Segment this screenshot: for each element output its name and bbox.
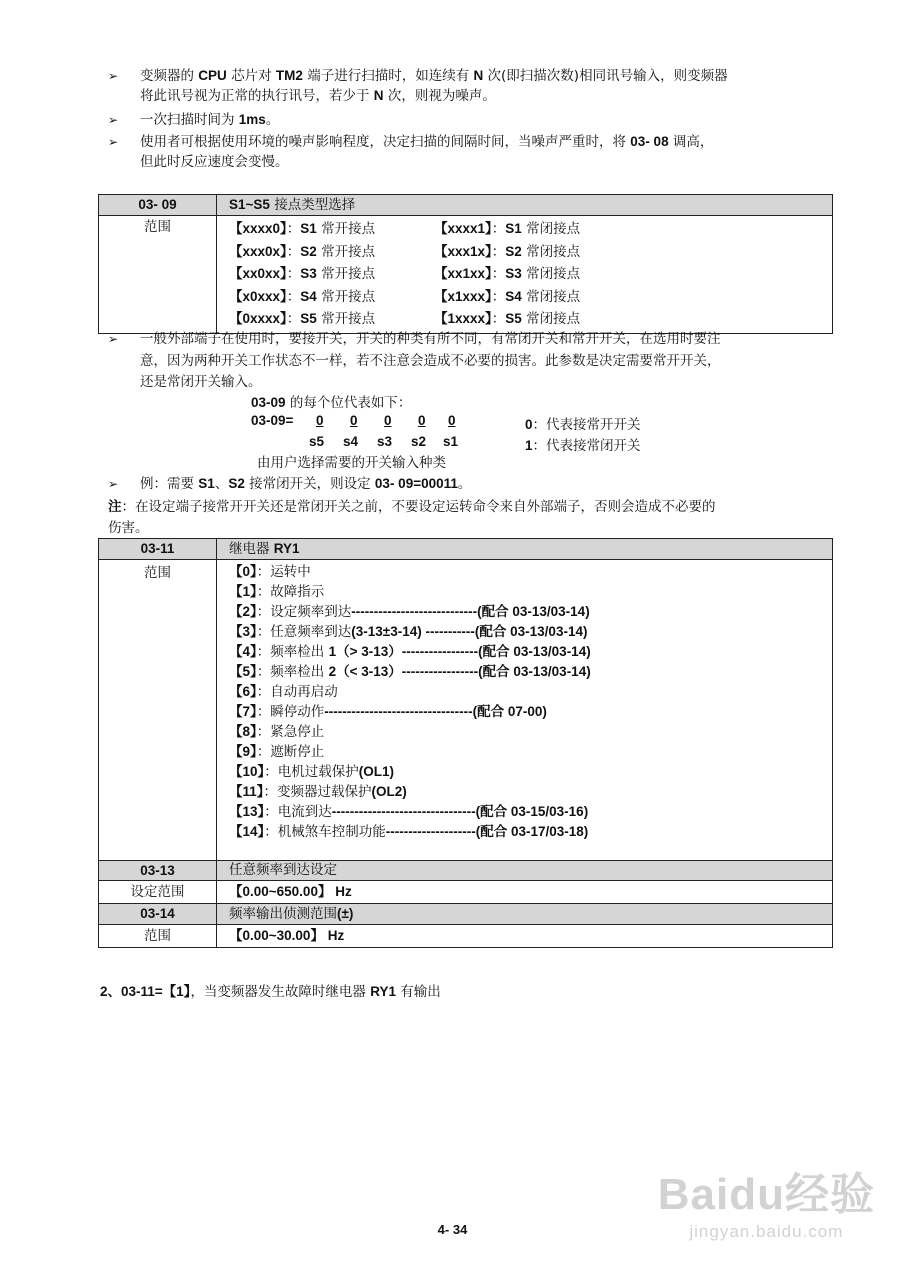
watermark-url: jingyan.baidu.com <box>689 1222 844 1241</box>
option-open: 【xxx0x】：S2 常开接点 <box>229 243 376 260</box>
relay-option: 【4】：频率检出 1（> 3-13）-----------------(配合 03-13/03-14) <box>229 644 591 660</box>
option-closed: 【xxxx1】：S1 常闭接点 <box>434 221 581 237</box>
caution-note: 注：在设定端子接常开开关还是常闭开关之前，不要设定运转命令来自外部端子，否则会造成不必要的 伤害。 <box>108 499 716 536</box>
bullet-marker: ➢ <box>108 113 119 127</box>
bit-name: s2 <box>411 434 427 449</box>
bullet-example: ➢ 例：需要 S1、S2 接常闭开关，则设定 03- 09=00011。 <box>108 476 472 492</box>
bit-value: 0 <box>316 413 324 428</box>
param-header-row <box>99 195 833 216</box>
option-closed: 【xx1xx】：S3 常闭接点 <box>434 266 581 283</box>
relay-option: 【8】：紧急停止 <box>229 724 325 740</box>
option-row <box>229 263 828 286</box>
param-title: S1~S5 接点类型选择 <box>217 195 833 216</box>
param-range-row <box>99 925 833 948</box>
bullet-marker: ➢ <box>108 477 119 491</box>
param-range-row <box>99 560 833 861</box>
option-row <box>229 241 828 264</box>
bit-value: 0 <box>418 413 426 428</box>
legend-open: 0：代表接常开开关 <box>525 417 641 433</box>
relay-option: 【9】：遮断停止 <box>229 744 325 760</box>
param-code: 03- 09 <box>99 195 217 216</box>
option-open: 【xx0xx】：S3 常开接点 <box>229 266 376 283</box>
param-range-row <box>99 881 833 904</box>
relay-option: 【13】：电流到达--------------------------------(配合 03-15/03-16) <box>229 804 589 820</box>
range-label: 范围 <box>99 560 217 861</box>
bit-name: s4 <box>343 434 359 449</box>
bit-value: 0 <box>448 413 456 428</box>
legend-closed: 1：代表接常闭开关 <box>525 438 641 454</box>
param-code: 03-13 <box>99 861 217 881</box>
footer-note: 2、03-11=【1】，当变频器发生故障时继电器 RY1 有输出 <box>100 984 441 1000</box>
param-table-0309 <box>98 194 833 334</box>
range-label: 设定范围 <box>99 881 217 904</box>
relay-option: 【2】：设定频率到达----------------------------(配合 03-13/03-14) <box>229 604 590 620</box>
range-label: 范围 <box>99 925 217 948</box>
range-value: 【0.00~30.00】 Hz <box>217 925 833 948</box>
param-title: 任意频率到达设定 <box>217 861 833 881</box>
param-title: 频率输出侦测范围(±) <box>217 904 833 925</box>
param-header-row <box>99 861 833 881</box>
bullet-marker: ➢ <box>108 332 119 346</box>
bullet-marker: ➢ <box>108 135 119 149</box>
range-value: 【0.00~650.00】 Hz <box>217 881 833 904</box>
relay-option-list <box>217 560 833 861</box>
page-number: 4- 34 <box>437 1222 468 1237</box>
option-closed: 【1xxxx】：S5 常闭接点 <box>434 311 581 328</box>
relay-option: 【6】：自动再启动 <box>229 684 338 700</box>
bit-value: 0 <box>384 413 392 428</box>
param-header-row <box>99 539 833 560</box>
param-title: 继电器 RY1 <box>217 539 833 560</box>
bit-name: s5 <box>309 434 325 449</box>
baidu-logo-text: Baidu经验 <box>657 1170 875 1219</box>
option-list <box>217 216 833 334</box>
bit-name: s1 <box>443 434 459 449</box>
option-row <box>229 218 828 241</box>
bit-diagram: 03-09= 0 0 0 0 0 s5 s4 s3 s2 s1 0：代表接常开开关 1：代表接常闭开关 <box>251 413 641 454</box>
bullet-noise-adjust: ➢ 使用者可根据使用环境的噪声影响程度，决定扫描的间隔时间，当噪声严重时，将 03- 08 调高， 但此时反应速度会变慢。 <box>108 134 714 170</box>
param-code: 03-14 <box>99 904 217 925</box>
user-select-note: 由用户选择需要的开关输入种类 <box>257 455 446 471</box>
param-header-row <box>99 904 833 925</box>
bullet-marker: ➢ <box>108 69 119 83</box>
option-closed: 【x1xxx】：S4 常闭接点 <box>434 288 581 305</box>
baidu-watermark <box>658 1158 875 1242</box>
bits-intro: 03-09 的每个位代表如下： <box>251 395 412 411</box>
relay-option: 【5】：频率检出 2（< 3-13）-----------------(配合 03-13/03-14) <box>229 664 591 680</box>
option-open: 【xxxx0】：S1 常开接点 <box>229 221 376 237</box>
range-label: 范围 <box>99 216 217 334</box>
option-closed: 【xxx1x】：S2 常闭接点 <box>434 243 581 260</box>
bullet-scan-time: ➢ 一次扫描时间为 1ms。 <box>108 112 280 128</box>
relay-option: 【1】：故障指示 <box>229 584 325 600</box>
option-row <box>229 308 828 331</box>
relay-option: 【11】：变频器过载保护(OL2) <box>229 784 407 800</box>
relay-option: 【14】：机械煞车控制功能--------------------(配合 03-17/03-18) <box>229 824 589 840</box>
option-open: 【0xxxx】：S5 常开接点 <box>229 311 376 328</box>
relay-option: 【10】：电机过载保护(OL1) <box>229 764 395 780</box>
option-open: 【x0xxx】：S4 常开接点 <box>229 288 376 305</box>
bullet-switch-explanation: ➢ 一般外部端子在使用时，要接开关，开关的种类有所不同，有常闭开关和常开开关，在选用时要注 意，因为两种开关工作状态不一样，若不注意会造成不必要的损害。此参数是决定需要常开开关， 还是常闭开关输入。 <box>108 331 721 390</box>
relay-option: 【0】：运转中 <box>229 564 311 580</box>
param-range-row <box>99 216 833 334</box>
param-table-0311 <box>98 538 833 948</box>
relay-option: 【7】：瞬停动作---------------------------------(配合 07-00) <box>229 704 547 720</box>
option-row <box>229 286 828 309</box>
relay-option: 【3】：任意频率到达(3-13±3-14) -----------(配合 03-13/03-14) <box>229 624 588 640</box>
bullet-scan-description: ➢ 变频器的 CPU 芯片对 TM2 端子进行扫描时，如连续有 N 次(即扫描次数)相同讯号输入，则变频器 将此讯号视为正常的执行讯号，若少于 N 次，则视为噪声。 <box>108 68 728 104</box>
bit-name: s3 <box>377 434 393 449</box>
param-code: 03-11 <box>99 539 217 560</box>
bit-value: 0 <box>350 413 358 428</box>
